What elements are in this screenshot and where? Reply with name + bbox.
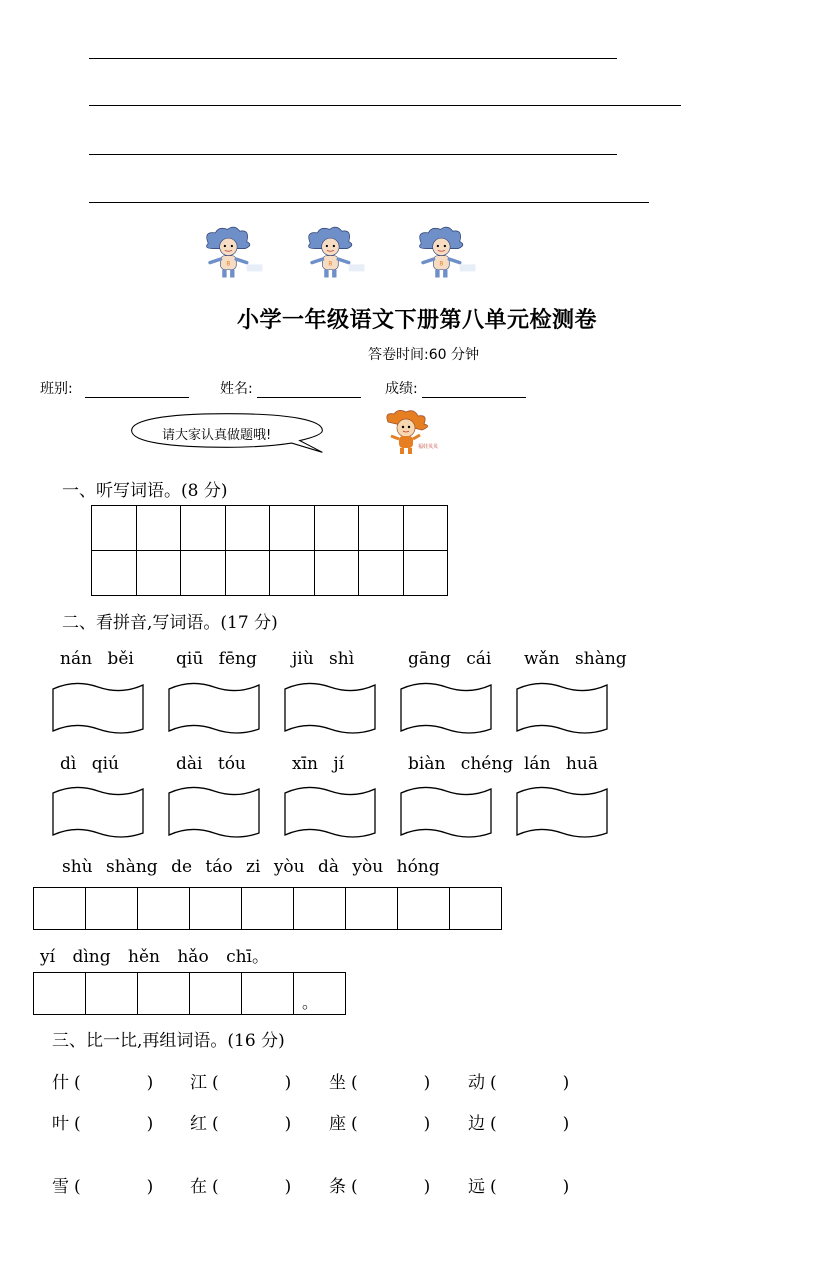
compare-character: 什 bbox=[52, 1073, 69, 1093]
answer-cell[interactable] bbox=[270, 506, 315, 551]
mascot-caption: 福娃贝贝 bbox=[418, 444, 439, 450]
pinyin-word: wǎn shàng bbox=[524, 649, 627, 669]
bubble-text: 请大家认真做题哦! bbox=[162, 428, 272, 443]
writing-line-3 bbox=[89, 154, 617, 155]
dictation-grid bbox=[91, 505, 448, 596]
field-name-label: 姓名: bbox=[220, 381, 253, 397]
svg-text:8: 8 bbox=[226, 260, 231, 268]
answer-cell[interactable] bbox=[225, 551, 270, 596]
answer-flag-box[interactable] bbox=[168, 785, 260, 839]
open-paren: ( bbox=[212, 1177, 219, 1197]
compare-row bbox=[52, 1068, 612, 1092]
answer-cell[interactable] bbox=[225, 506, 270, 551]
answer-flag-box[interactable] bbox=[516, 681, 608, 735]
grid-row bbox=[34, 888, 502, 930]
answer-cell[interactable] bbox=[181, 551, 226, 596]
answer-cell[interactable] bbox=[314, 506, 359, 551]
pinyin-word: dì qiú bbox=[60, 754, 119, 774]
pinyin-word: biàn chéng bbox=[408, 754, 514, 774]
period-mark: 。 bbox=[302, 993, 319, 1012]
svg-text:8: 8 bbox=[439, 260, 444, 268]
open-paren: ( bbox=[212, 1114, 219, 1134]
field-score-blank[interactable] bbox=[422, 383, 526, 398]
compare-character: 边 bbox=[468, 1114, 485, 1134]
compare-item bbox=[468, 1109, 569, 1134]
open-paren: ( bbox=[351, 1114, 358, 1134]
exam-time: 答卷时间:60 分钟 bbox=[368, 347, 479, 363]
open-paren: ( bbox=[490, 1177, 497, 1197]
compare-item bbox=[52, 1068, 153, 1093]
close-paren: ) bbox=[284, 1177, 292, 1197]
compare-character: 座 bbox=[329, 1114, 346, 1134]
answer-cell[interactable] bbox=[450, 888, 502, 930]
open-paren: ( bbox=[74, 1073, 81, 1093]
writing-line-2 bbox=[89, 105, 681, 106]
sentence-2-pinyin: yí dìng hěn hǎo chī。 bbox=[40, 947, 269, 967]
compare-item bbox=[329, 1109, 430, 1134]
sentence-1-grid bbox=[33, 887, 502, 930]
field-class-label: 班别: bbox=[40, 381, 73, 397]
answer-flag-box[interactable] bbox=[400, 785, 492, 839]
answer-cell[interactable] bbox=[34, 973, 86, 1015]
field-name bbox=[220, 378, 361, 398]
compare-item bbox=[190, 1068, 291, 1093]
compare-item bbox=[190, 1172, 291, 1197]
compare-character: 雪 bbox=[52, 1177, 69, 1197]
close-paren: ) bbox=[146, 1177, 154, 1197]
pinyin-word: dài tóu bbox=[176, 754, 246, 774]
answer-flag-box[interactable] bbox=[284, 785, 376, 839]
exam-title: 小学一年级语文下册第八单元检测卷 bbox=[237, 308, 598, 333]
mascot-beibei-icon bbox=[298, 222, 368, 284]
open-paren: ( bbox=[74, 1177, 81, 1197]
answer-cell[interactable] bbox=[190, 973, 242, 1015]
close-paren: ) bbox=[284, 1073, 292, 1093]
compare-row bbox=[52, 1109, 612, 1133]
pinyin-word: xīn jí bbox=[292, 754, 345, 774]
compare-character: 坐 bbox=[329, 1073, 346, 1093]
compare-item bbox=[468, 1068, 569, 1093]
compare-item bbox=[329, 1172, 430, 1197]
compare-item bbox=[190, 1109, 291, 1134]
field-class-blank[interactable] bbox=[85, 383, 189, 398]
answer-cell[interactable] bbox=[86, 973, 138, 1015]
answer-cell[interactable] bbox=[403, 506, 448, 551]
answer-cell[interactable] bbox=[181, 506, 226, 551]
close-paren: ) bbox=[562, 1073, 570, 1093]
compare-character: 动 bbox=[468, 1073, 485, 1093]
compare-item bbox=[52, 1172, 153, 1197]
close-paren: ) bbox=[562, 1114, 570, 1134]
answer-cell[interactable] bbox=[138, 973, 190, 1015]
answer-cell[interactable] bbox=[270, 551, 315, 596]
answer-cell[interactable] bbox=[294, 973, 346, 1015]
mascot-beibei-icon bbox=[196, 222, 266, 284]
field-name-blank[interactable] bbox=[257, 383, 361, 398]
answer-cell[interactable] bbox=[314, 551, 359, 596]
answer-flag-box[interactable] bbox=[52, 681, 144, 735]
compare-item bbox=[468, 1172, 569, 1197]
open-paren: ( bbox=[74, 1114, 81, 1134]
compare-character: 条 bbox=[329, 1177, 346, 1197]
answer-cell[interactable] bbox=[346, 888, 398, 930]
open-paren: ( bbox=[212, 1073, 219, 1093]
close-paren: ) bbox=[423, 1177, 431, 1197]
answer-flag-box[interactable] bbox=[400, 681, 492, 735]
pinyin-word: qiū fēng bbox=[176, 649, 257, 669]
close-paren: ) bbox=[146, 1114, 154, 1134]
sentence-1-pinyin: shù shàng de táo zi yòu dà yòu hóng bbox=[62, 857, 440, 877]
field-score-label: 成绩: bbox=[385, 381, 418, 397]
answer-cell[interactable] bbox=[92, 551, 137, 596]
answer-cell[interactable] bbox=[294, 888, 346, 930]
section-2-heading: 二、看拼音,写词语。(17 分) bbox=[62, 613, 278, 633]
pinyin-word: nán běi bbox=[60, 649, 134, 669]
grid-row bbox=[92, 506, 448, 551]
sentence-2-grid bbox=[33, 972, 346, 1015]
answer-flag-box[interactable] bbox=[168, 681, 260, 735]
answer-cell[interactable] bbox=[92, 506, 137, 551]
writing-line-4 bbox=[89, 202, 649, 203]
open-paren: ( bbox=[490, 1114, 497, 1134]
answer-cell[interactable] bbox=[359, 551, 404, 596]
answer-cell[interactable] bbox=[403, 551, 448, 596]
close-paren: ) bbox=[146, 1073, 154, 1093]
compare-character: 远 bbox=[468, 1177, 485, 1197]
svg-text:8: 8 bbox=[328, 260, 333, 268]
answer-cell[interactable] bbox=[34, 888, 86, 930]
mascot-yingying-icon bbox=[378, 408, 440, 456]
close-paren: ) bbox=[284, 1114, 292, 1134]
answer-flag-box[interactable] bbox=[52, 785, 144, 839]
answer-cell[interactable] bbox=[242, 888, 294, 930]
grid-row bbox=[92, 551, 448, 596]
pinyin-word: jiù shì bbox=[292, 649, 355, 669]
compare-character: 红 bbox=[190, 1114, 207, 1134]
compare-item bbox=[52, 1109, 153, 1134]
field-score bbox=[385, 378, 526, 398]
pinyin-word: gāng cái bbox=[408, 649, 492, 669]
close-paren: ) bbox=[423, 1114, 431, 1134]
close-paren: ) bbox=[562, 1177, 570, 1197]
close-paren: ) bbox=[423, 1073, 431, 1093]
section-3-heading: 三、比一比,再组词语。(16 分) bbox=[52, 1031, 285, 1051]
writing-line-1 bbox=[89, 58, 617, 59]
compare-character: 叶 bbox=[52, 1114, 69, 1134]
answer-cell[interactable] bbox=[242, 973, 294, 1015]
mascot-beibei-icon bbox=[409, 222, 479, 284]
field-class bbox=[40, 378, 189, 398]
open-paren: ( bbox=[490, 1073, 497, 1093]
grid-row bbox=[34, 973, 346, 1015]
compare-row bbox=[52, 1172, 612, 1196]
answer-cell[interactable] bbox=[398, 888, 450, 930]
pinyin-word: lán huā bbox=[524, 754, 598, 774]
answer-cell[interactable] bbox=[359, 506, 404, 551]
answer-cell[interactable] bbox=[86, 888, 138, 930]
open-paren: ( bbox=[351, 1177, 358, 1197]
answer-cell[interactable] bbox=[190, 888, 242, 930]
answer-cell[interactable] bbox=[136, 551, 181, 596]
compare-character: 江 bbox=[190, 1073, 207, 1093]
section-1-heading: 一、听写词语。(8 分) bbox=[62, 481, 228, 501]
answer-cell[interactable] bbox=[138, 888, 190, 930]
open-paren: ( bbox=[351, 1073, 358, 1093]
answer-flag-box[interactable] bbox=[516, 785, 608, 839]
answer-cell[interactable] bbox=[136, 506, 181, 551]
compare-item bbox=[329, 1068, 430, 1093]
compare-character: 在 bbox=[190, 1177, 207, 1197]
answer-flag-box[interactable] bbox=[284, 681, 376, 735]
